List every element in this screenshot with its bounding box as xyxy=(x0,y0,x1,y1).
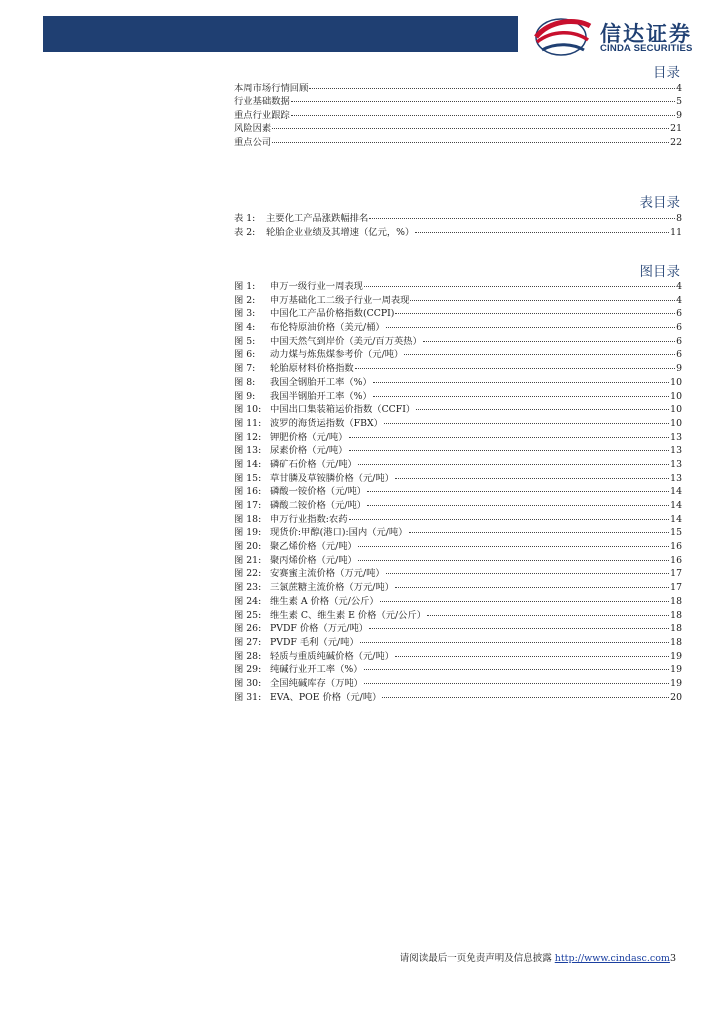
toc-entry[interactable] xyxy=(234,554,682,568)
entry-page-number: 4 xyxy=(676,281,682,292)
entry-page-number: 22 xyxy=(670,136,682,148)
entry-page-number: 10 xyxy=(670,390,682,402)
toc-entry[interactable] xyxy=(234,82,682,95)
entry-label: 三氯蔗糖主流价格（万元/吨） xyxy=(270,582,394,594)
entry-label: 波罗的海货运指数（FBX） xyxy=(270,417,383,429)
entry-label: PVDF 毛利（元/吨） xyxy=(270,636,359,648)
entry-page-number: 19 xyxy=(670,677,682,689)
entry-label: 重点行业跟踪 xyxy=(234,109,290,121)
dot-leader xyxy=(369,218,675,219)
toc-entry[interactable] xyxy=(234,294,682,308)
toc-entry[interactable] xyxy=(234,444,682,458)
entry-label: 磷酸一铵价格（元/吨） xyxy=(270,486,367,498)
toc-entry[interactable] xyxy=(234,348,682,362)
toc-entry[interactable] xyxy=(234,472,682,486)
entry-page-number: 10 xyxy=(670,417,682,429)
entry-page-number: 13 xyxy=(670,458,682,470)
entry-page-number: 6 xyxy=(676,322,682,334)
dot-leader xyxy=(364,286,675,287)
entry-number: 图 4: xyxy=(234,322,256,334)
entry-label: 申万一级行业一周表现 xyxy=(270,281,363,292)
dot-leader xyxy=(272,128,669,129)
entry-page-number: 16 xyxy=(670,554,682,566)
entry-page-number: 15 xyxy=(670,527,682,539)
entry-number: 图 12: xyxy=(234,431,262,443)
dot-leader xyxy=(358,464,669,465)
toc-entry[interactable] xyxy=(234,499,682,513)
entry-number: 图 24: xyxy=(234,595,262,607)
entry-number: 表 1: xyxy=(234,213,256,224)
entry-page-number: 10 xyxy=(670,376,682,388)
cinda-logo xyxy=(532,16,712,58)
dot-leader xyxy=(380,601,669,602)
entry-page-number: 16 xyxy=(670,541,682,553)
dot-leader xyxy=(416,409,669,410)
entry-page-number: 8 xyxy=(676,213,682,224)
entry-label: 钾肥价格（元/吨） xyxy=(270,431,348,443)
entry-number: 图 16: xyxy=(234,486,262,498)
entry-page-number: 20 xyxy=(670,691,682,703)
dot-leader xyxy=(423,341,675,342)
entry-page-number: 13 xyxy=(670,431,682,443)
entry-page-number: 17 xyxy=(670,582,682,594)
toc-entry[interactable] xyxy=(234,362,682,376)
toc-entry[interactable] xyxy=(234,458,682,472)
entry-label: 布伦特原油价格（美元/桶） xyxy=(270,322,385,334)
contents-title: 目录 xyxy=(653,65,680,81)
dot-leader xyxy=(404,354,675,355)
dot-leader xyxy=(360,642,669,643)
entry-label: PVDF 价格（万元/吨） xyxy=(270,623,369,635)
dot-leader xyxy=(369,628,669,629)
entry-label: 我国全钢胎开工率（%） xyxy=(270,376,372,388)
dot-leader xyxy=(395,313,675,314)
entry-number: 图 17: xyxy=(234,500,262,511)
toc-entry[interactable] xyxy=(234,280,682,294)
dot-leader xyxy=(364,669,670,670)
toc-entry[interactable] xyxy=(234,513,682,527)
entry-label: 风险因素 xyxy=(234,123,272,135)
entry-page-number: 18 xyxy=(670,609,682,621)
toc-entry[interactable] xyxy=(234,431,682,445)
entry-label: 重点公司 xyxy=(234,136,272,148)
entry-number: 图 8: xyxy=(234,376,256,388)
toc-entry[interactable] xyxy=(234,122,682,135)
header-bar xyxy=(43,16,518,52)
toc-entry[interactable] xyxy=(234,567,682,581)
dot-leader xyxy=(409,532,670,533)
entry-number: 图 10: xyxy=(234,404,262,416)
entry-label: 我国半钢胎开工率（%） xyxy=(270,390,372,402)
entry-number: 图 26: xyxy=(234,623,262,635)
entry-page-number: 6 xyxy=(676,335,682,347)
globe-logo-icon xyxy=(532,16,596,58)
entry-number: 图 25: xyxy=(234,609,262,621)
entry-number: 图 5: xyxy=(234,335,256,347)
entry-page-number: 13 xyxy=(670,472,682,484)
footer xyxy=(400,950,676,964)
dot-leader xyxy=(373,396,669,397)
entry-number: 图 29: xyxy=(234,664,262,676)
toc-entry[interactable] xyxy=(234,226,682,240)
toc-entry[interactable] xyxy=(234,403,682,417)
entry-number: 图 3: xyxy=(234,308,256,320)
figures-list xyxy=(234,280,682,704)
entry-page-number: 19 xyxy=(670,664,682,676)
contents-list xyxy=(234,82,682,149)
toc-entry[interactable] xyxy=(234,212,682,226)
entry-label: 安赛蜜主流价格（万元/吨） xyxy=(270,568,385,580)
entry-number: 图 1: xyxy=(234,281,256,292)
entry-label: 行业基础数据 xyxy=(234,96,290,108)
dot-leader xyxy=(410,300,675,301)
toc-entry[interactable] xyxy=(234,485,682,499)
entry-label: 纯碱行业开工率（%） xyxy=(270,664,363,676)
toc-entry[interactable] xyxy=(234,390,682,404)
entry-label: 轻质与重质纯碱价格（元/吨） xyxy=(270,650,394,662)
dot-leader xyxy=(364,683,669,684)
entry-number: 图 20: xyxy=(234,541,262,553)
dot-leader xyxy=(358,546,669,547)
dot-leader xyxy=(349,437,670,438)
entry-page-number: 4 xyxy=(676,294,682,306)
entry-page-number: 14 xyxy=(670,500,682,511)
entry-number: 图 21: xyxy=(234,554,262,566)
logo-chinese-text: 信达证券 xyxy=(600,22,692,46)
dot-leader xyxy=(384,423,669,424)
dot-leader xyxy=(291,115,675,116)
entry-page-number: 11 xyxy=(670,226,682,238)
toc-entry[interactable] xyxy=(234,335,682,349)
dot-leader xyxy=(367,491,669,492)
entry-page-number: 18 xyxy=(670,636,682,648)
dot-leader xyxy=(349,450,670,451)
toc-entry[interactable] xyxy=(234,595,682,609)
entry-page-number: 10 xyxy=(670,404,682,416)
entry-label: 动力煤与炼焦煤参考价（元/吨） xyxy=(270,349,404,361)
dot-leader xyxy=(291,101,675,102)
dot-leader xyxy=(309,88,675,89)
toc-entry[interactable] xyxy=(234,609,682,623)
entry-label: 磷酸二铵价格（元/吨） xyxy=(270,500,367,511)
entry-label: 轮胎原材料价格指数 xyxy=(270,363,354,375)
dot-leader xyxy=(358,560,669,561)
entry-number: 图 2: xyxy=(234,294,256,306)
entry-label: 申万行业指数:农药 xyxy=(270,513,348,525)
entry-page-number: 17 xyxy=(670,568,682,580)
dot-leader xyxy=(367,505,669,506)
entry-page-number: 18 xyxy=(670,623,682,635)
dot-leader xyxy=(395,656,669,657)
entry-page-number: 9 xyxy=(676,363,682,375)
entry-label: 主要化工产品涨跌幅排名 xyxy=(266,213,369,224)
entry-number: 图 15: xyxy=(234,472,262,484)
toc-entry[interactable] xyxy=(234,95,682,108)
tables-list xyxy=(234,212,682,239)
entry-number: 图 23: xyxy=(234,582,262,594)
toc-entry[interactable] xyxy=(234,526,682,540)
entry-number: 图 28: xyxy=(234,650,262,662)
entry-page-number: 18 xyxy=(670,595,682,607)
toc-entry[interactable] xyxy=(234,663,682,677)
entry-number: 图 7: xyxy=(234,363,256,375)
dot-leader xyxy=(427,615,669,616)
entry-label: 本周市场行情回顾 xyxy=(234,83,309,94)
entry-label: 磷矿石价格（元/吨） xyxy=(270,458,357,470)
entry-page-number: 6 xyxy=(676,349,682,361)
entry-label: 维生素 C、维生素 E 价格（元/公斤） xyxy=(270,609,427,621)
toc-entry[interactable] xyxy=(234,540,682,554)
entry-label: 中国天然气到岸价（美元/百万英热） xyxy=(270,335,422,347)
entry-number: 图 30: xyxy=(234,677,262,689)
toc-entry[interactable] xyxy=(234,622,682,636)
entry-label: 尿素价格（元/吨） xyxy=(270,445,348,457)
entry-number: 图 31: xyxy=(234,691,262,703)
entry-page-number: 6 xyxy=(676,308,682,320)
entry-page-number: 4 xyxy=(676,83,682,94)
entry-page-number: 5 xyxy=(676,96,682,108)
toc-entry[interactable] xyxy=(234,677,682,691)
figures-title: 图目录 xyxy=(639,264,680,280)
entry-label: 中国化工产品价格指数(CCPI) xyxy=(270,308,395,320)
entry-label: 聚乙烯价格（元/吨） xyxy=(270,541,357,553)
entry-number: 表 2: xyxy=(234,226,256,238)
entry-number: 图 19: xyxy=(234,527,262,539)
dot-leader xyxy=(395,478,669,479)
entry-page-number: 21 xyxy=(670,123,682,135)
dot-leader xyxy=(355,368,675,369)
dot-leader xyxy=(272,142,669,143)
entry-number: 图 9: xyxy=(234,390,256,402)
entry-number: 图 6: xyxy=(234,349,256,361)
entry-page-number: 13 xyxy=(670,445,682,457)
entry-label: EVA、POE 价格（元/吨） xyxy=(270,691,382,703)
entry-page-number: 14 xyxy=(670,513,682,525)
toc-entry[interactable] xyxy=(234,109,682,122)
entry-number: 图 11: xyxy=(234,417,262,429)
entry-label: 维生素 A 价格（元/公斤） xyxy=(270,595,379,607)
dot-leader xyxy=(386,327,675,328)
dot-leader xyxy=(395,587,669,588)
dot-leader xyxy=(382,697,669,698)
toc-entry[interactable] xyxy=(234,650,682,664)
tables-title: 表目录 xyxy=(639,195,680,211)
dot-leader xyxy=(373,382,669,383)
toc-entry[interactable] xyxy=(234,417,682,431)
toc-entry[interactable] xyxy=(234,321,682,335)
entry-number: 图 13: xyxy=(234,445,262,457)
toc-entry[interactable] xyxy=(234,636,682,650)
entry-label: 轮胎企业业绩及其增速（亿元，%） xyxy=(266,226,415,238)
entry-label: 申万基础化工二级子行业一周表现 xyxy=(270,294,410,306)
footer-disclaimer: 请阅读最后一页免责声明及信息披露 xyxy=(399,953,552,964)
logo-english-text: CINDA SECURITIES xyxy=(600,43,693,54)
entry-number: 图 22: xyxy=(234,568,262,580)
toc-entry[interactable] xyxy=(234,581,682,595)
dot-leader xyxy=(386,573,669,574)
dot-leader xyxy=(415,232,669,233)
entry-number: 图 18: xyxy=(234,513,262,525)
page-number: 3 xyxy=(669,953,676,964)
footer-link[interactable]: http://www.cindasc.com xyxy=(554,953,670,964)
toc-entry[interactable] xyxy=(234,691,682,705)
toc-entry[interactable] xyxy=(234,136,682,149)
dot-leader xyxy=(349,519,670,520)
entry-number: 图 27: xyxy=(234,636,262,648)
entry-page-number: 9 xyxy=(676,109,682,121)
entry-label: 现货价:甲醇(港口):国内（元/吨） xyxy=(270,527,408,539)
entry-page-number: 14 xyxy=(670,486,682,498)
entry-label: 聚丙烯价格（元/吨） xyxy=(270,554,357,566)
toc-entry[interactable] xyxy=(234,376,682,390)
toc-entry[interactable] xyxy=(234,307,682,321)
entry-page-number: 19 xyxy=(670,650,682,662)
entry-number: 图 14: xyxy=(234,458,262,470)
entry-label: 中国出口集装箱运价指数（CCFI） xyxy=(270,404,416,416)
entry-label: 草甘膦及草铵膦价格（元/吨） xyxy=(270,472,394,484)
entry-label: 全国纯碱库存（万吨） xyxy=(270,677,363,689)
